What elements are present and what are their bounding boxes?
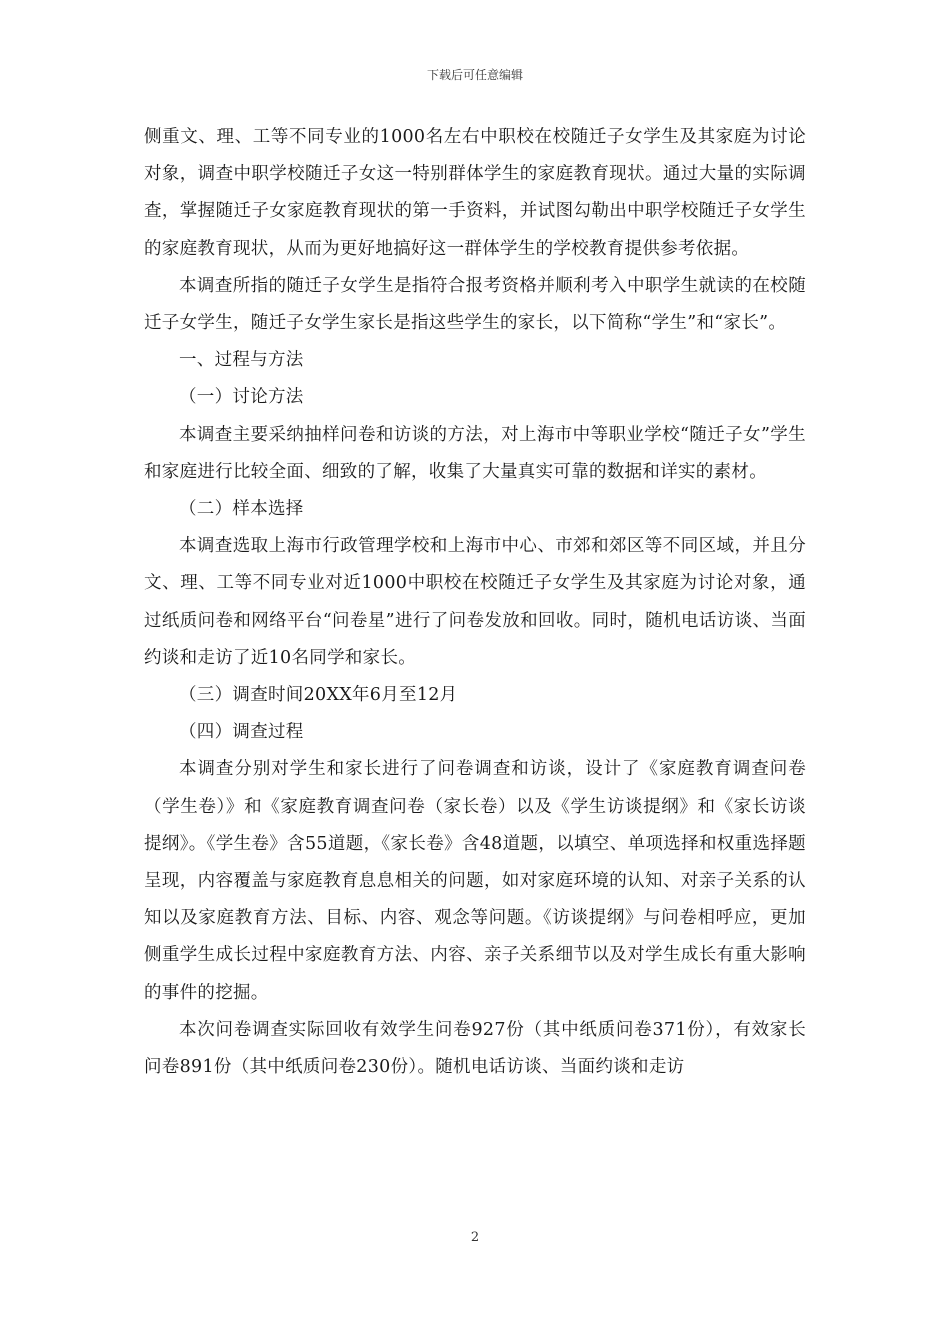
subsection-heading-process: （四）调查过程 — [179, 722, 304, 743]
paragraph-method: 本调查主要采纳抽样问卷和访谈的方法，对上海市中等职业学校“随迁子女”学生和家庭进行比较全面、细致的了解，收集了大量真实可靠的数据和详实的素材。 — [144, 424, 806, 482]
section-heading-process-method: 一、过程与方法 — [179, 350, 304, 371]
paragraph-sample: 本调查选取上海市行政管理学校和上海市中心、市郊和郊区等不同区域，并且分文、理、工等不同专业对近1000中职校在校随迁子女学生及其家庭为讨论对象，通过纸质问卷和网络平台“问卷星”进行了问卷发放和回收。同时，随机电话访谈、当面约谈和走访了近10名同学和家长。 — [144, 536, 806, 668]
paragraph-continuation: 侧重文、理、工等不同专业的1000名左右中职校在校随迁子女学生及其家庭为讨论对象，调查中职学校随迁子女这一特别群体学生的家庭教育现状。通过大量的实际调查，掌握随迁子女家庭教育现状的第一手资料，并试图勾勒出中职学校随迁子女学生的家庭教育现状，从而为更好地搞好这一群体学生的学校教育提供参考依据。 — [144, 127, 806, 259]
subsection-heading-time: （三）调查时间20XX年6月至12月 — [179, 685, 458, 706]
subsection-heading-sample: （二）样本选择 — [179, 499, 304, 520]
paragraph-results: 本次问卷调查实际回收有效学生问卷927份（其中纸质问卷371份），有效家长问卷891份（其中纸质问卷230份）。随机电话访谈、当面约谈和走访 — [144, 1019, 806, 1078]
page-number: 2 — [470, 1230, 480, 1245]
paragraph-process: 本调查分别对学生和家长进行了问卷调查和访谈，设计了《家庭教育调查问卷（学生卷）》和《家庭教育调查问卷（家长卷）以及《学生访谈提纲》和《家长访谈提纲》。《学生卷》含55道题，《家长卷》含48道题，以填空、单项选择和权重选择题呈现，内容覆盖与家庭教育息息相关的问题，如对家庭环境的认知、对亲子关系的认知以及家庭教育方法、目标、内容、观念等问题。《访谈提纲》与问卷相呼应，更加侧重学生成长过程中家庭教育方法、内容、亲子关系细节以及对学生成长有重大影响的事件的挖掘。 — [144, 759, 806, 1003]
document-body — [144, 119, 806, 1086]
page-header: 下载后可任意编辑 — [426, 68, 523, 82]
subsection-heading-method: （一）讨论方法 — [179, 387, 304, 408]
paragraph-definition: 本调查所指的随迁子女学生是指符合报考资格并顺利考入中职学生就读的在校随迁子女学生，随迁子女学生家长是指这些学生的家长，以下简称“学生”和“家长”。 — [144, 275, 806, 334]
